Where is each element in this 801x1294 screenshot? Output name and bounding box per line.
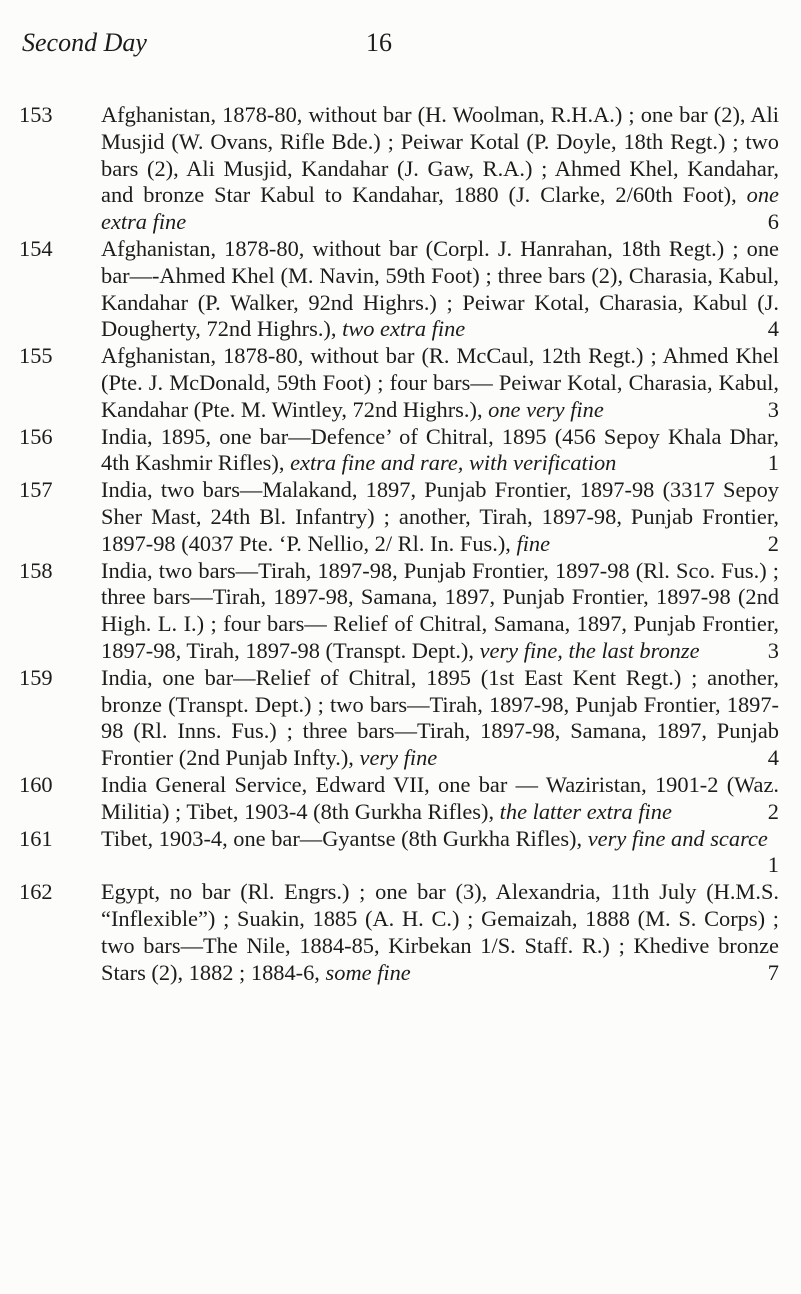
- lot-description: Afghanistan, 1878-80, without bar (Corpl. J. Hanrahan, 18th Regt.) ; one bar—-Ahmed Khel (M. Navin, 59th Foot) ; three bars (2), Charasia, Kabul, Kandahar (P. Walker, 92nd Highrs.) ; Peiwar Kotal, Charasia, Kabul (J. Dougherty, 72nd Highrs.),: [101, 235, 779, 342]
- lot-description: India General Service, Edward VII, one bar — Waziristan, 1901-2 (Waz. Militia) ; Tibet, 1903-4 (8th Gurkha Rifles),: [101, 771, 779, 824]
- lot-condition: one very fine: [488, 396, 604, 422]
- lot-number: 156: [19, 423, 53, 449]
- lot-quantity: 1: [767, 852, 779, 878]
- lot-entry: [0, 879, 801, 986]
- lot-entry: [0, 558, 801, 665]
- lot-number: 154: [19, 235, 53, 261]
- lot-entry: [0, 826, 801, 880]
- lot-entry: [0, 772, 801, 826]
- lot-quantity: 4: [767, 745, 779, 771]
- lot-number: 155: [19, 343, 53, 369]
- lot-condition: very fine, the last bronze: [479, 637, 700, 663]
- lot-number: 159: [19, 664, 53, 690]
- lot-condition: some fine: [325, 959, 411, 985]
- lot-entry: [0, 665, 801, 772]
- lot-description: India, 1895, one bar—Defence’ of Chitral, 1895 (456 Sepoy Khala Dhar, 4th Kashmir Rifles),: [101, 423, 779, 476]
- lot-quantity: 3: [767, 637, 779, 663]
- page-header: [0, 28, 801, 68]
- lot-number: 160: [19, 771, 53, 797]
- lot-condition: fine: [516, 530, 551, 556]
- lot-entry: [0, 424, 801, 478]
- lot-number: 161: [19, 825, 53, 851]
- lot-number: 157: [19, 477, 53, 503]
- lot-description: Afghanistan, 1878-80, without bar (H. Woolman, R.H.A.) ; one bar (2), Ali Musjid (W. Ovans, Rifle Bde.) ; Peiwar Kotal (P. Doyle, 18th Regt.) ; two bars (2), Ali Musjid, Kandahar (J. Gaw, R.A.) ; Ahmed Khel, Kandahar, and bronze Star Kabul to Kandahar, 1880 (J. Clarke, 2/60th Foot),: [101, 102, 779, 208]
- lot-condition: one extra fine: [101, 182, 779, 235]
- lot-quantity: 7: [767, 959, 779, 985]
- lot-quantity: 1: [767, 450, 779, 476]
- lot-quantity: 4: [767, 316, 779, 342]
- lot-description: India, one bar—Relief of Chitral, 1895 (1st East Kent Regt.) ; another, bronze (Transpt. Dept.) ; two bars—Tirah, 1897-98, Punjab Frontier, 1897-98 (Rl. Inns. Fus.) ; three bars—Tirah, 1897-98, Samana, 1897, Punjab Frontier (2nd Punjab Infty.),: [101, 664, 779, 771]
- lot-list: [0, 102, 801, 986]
- lot-number: 153: [19, 102, 53, 127]
- lot-entry: [0, 343, 801, 423]
- lot-quantity: 2: [767, 530, 779, 556]
- lot-condition: very fine: [359, 745, 438, 771]
- lot-entry: [0, 102, 801, 236]
- lot-number: 162: [19, 879, 53, 905]
- lot-quantity: 6: [767, 209, 779, 235]
- lot-description: Afghanistan, 1878-80, without bar (R. McCaul, 12th Regt.) ; Ahmed Khel (Pte. J. McDonald, 59th Foot) ; four bars— Peiwar Kotal, Charasia, Kabul, Kandahar (Pte. M. Wintley, 72nd Highrs.),: [101, 343, 779, 422]
- lot-condition: very fine and scarce: [587, 825, 768, 851]
- lot-condition: two extra fine: [342, 316, 466, 342]
- lot-quantity: 2: [767, 798, 779, 824]
- lot-description: India, two bars—Tirah, 1897-98, Punjab Frontier, 1897-98 (Rl. Sco. Fus.) ; three bars—Tirah, 1897-98, Samana, 1897, Punjab Frontier, 1897-98 (2nd High. L. I.) ; four bars— Relief of Chitral, Samana, 1897, Punjab Frontier, 1897-98, Tirah, 1897-98 (Transpt. Dept.),: [101, 557, 779, 663]
- lot-entry: [0, 477, 801, 557]
- lot-description: India, two bars—Malakand, 1897, Punjab Frontier, 1897-98 (3317 Sepoy Sher Mast, 24th Bl. Infantry) ; another, Tirah, 1897-98, Punjab Frontier, 1897-98 (4037 Pte. ‘P. Nellio, 2/ Rl. In. Fus.),: [101, 477, 779, 556]
- lot-description: Tibet, 1903-4, one bar—Gyantse (8th Gurkha Rifles),: [101, 825, 583, 851]
- running-head-day: Second Day: [22, 28, 147, 57]
- page-number: 16: [366, 28, 392, 57]
- lot-condition: extra fine and rare, with verification: [290, 450, 617, 476]
- lot-description: Egypt, no bar (Rl. Engrs.) ; one bar (3), Alexandria, 11th July (H.M.S. “Inflexible”) ; Suakin, 1885 (A. H. C.) ; Gemaizah, 1888 (M. S. Corps) ; two bars—The Nile, 1884-85, Kirbekan 1/S. Staff. R.) ; Khedive bronze Stars (2), 1882 ; 1884-6,: [101, 879, 779, 985]
- lot-number: 158: [19, 557, 53, 583]
- lot-quantity: 3: [767, 396, 779, 422]
- lot-condition: the latter extra fine: [499, 798, 672, 824]
- lot-entry: [0, 236, 801, 343]
